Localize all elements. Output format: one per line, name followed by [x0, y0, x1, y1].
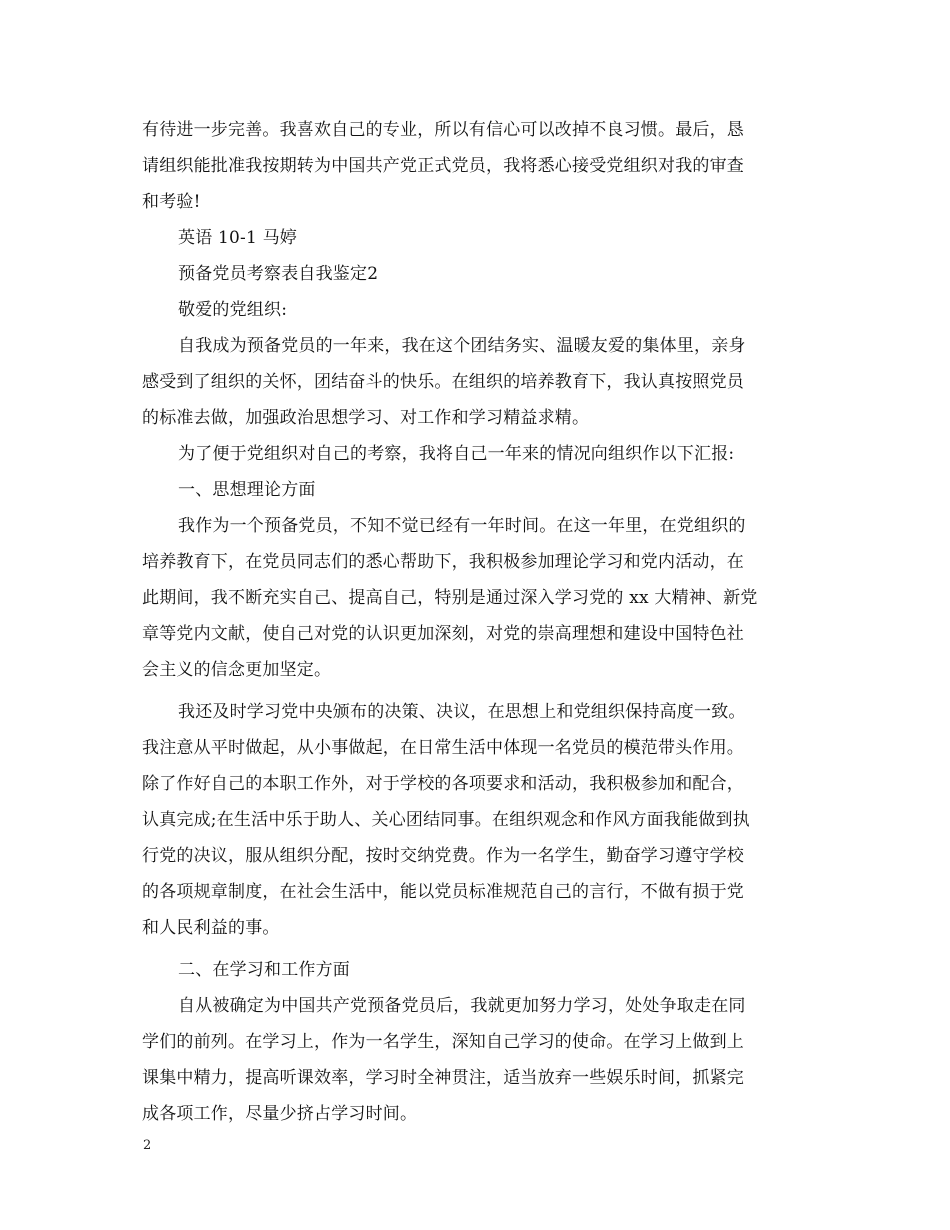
- body-line: 有待进一步完善。我喜欢自己的专业，所以有信心可以改掉不良习惯。最后，恳: [142, 120, 744, 140]
- body-line: 课集中精力，提高听课效率，学习时全神贯注，适当放弃一些娱乐时间，抓紧完: [142, 1068, 744, 1088]
- document-body: [142, 112, 810, 1132]
- body-line: 和考验!: [142, 192, 201, 212]
- body-line: 感受到了组织的关怀，团结奋斗的快乐。在组织的培养教育下，我认真按照党员: [142, 372, 744, 392]
- body-line: 我作为一个预备党员，不知不觉已经有一年时间。在这一年里，在党组织的: [178, 516, 746, 536]
- section-heading: 一、思想理论方面: [178, 480, 316, 500]
- body-line: 认真完成;在生活中乐于助人、关心团结同事。在组织观念和作风方面我能做到执: [142, 810, 750, 830]
- salutation: 敬爱的党组织:: [178, 300, 288, 320]
- body-line: 会主义的信念更加坚定。: [142, 660, 332, 680]
- body-line: 自从被确定为中国共产党预备党员后，我就更加努力学习，处处争取走在同: [178, 996, 746, 1016]
- body-line: 我注意从平时做起，从小事做起，在日常生活中体现一名党员的模范带头作用。: [142, 738, 744, 758]
- body-line: 为了便于党组织对自己的考察，我将自己一年来的情况向组织作以下汇报:: [178, 444, 735, 464]
- section-heading: 二、在学习和工作方面: [178, 960, 350, 980]
- section-title: 预备党员考察表自我鉴定2: [178, 264, 379, 284]
- page-number: 2: [143, 1138, 152, 1153]
- body-line: 学们的前列。在学习上，作为一名学生，深知自己学习的使命。在学习上做到上: [142, 1032, 744, 1052]
- body-line: 自我成为预备党员的一年来，我在这个团结务实、温暖友爱的集体里，亲身: [178, 336, 746, 356]
- body-line: 培养教育下，在党员同志们的悉心帮助下，我积极参加理论学习和党内活动，在: [142, 552, 744, 572]
- body-line: 请组织能批准我按期转为中国共产党正式党员，我将悉心接受党组织对我的审查: [142, 156, 744, 176]
- body-line: 的各项规章制度，在社会生活中，能以党员标准规范自己的言行，不做有损于党: [142, 882, 744, 902]
- signature-line: 英语 10-1 马婷: [178, 228, 297, 248]
- body-line: 我还及时学习党中央颁布的决策、决议，在思想上和党组织保持高度一致。: [178, 702, 746, 722]
- body-line: 此期间，我不断充实自己、提高自己，特别是通过深入学习党的 xx 大精神、新党: [142, 588, 758, 608]
- body-line: 行党的决议，服从组织分配，按时交纳党费。作为一名学生，勤奋学习遵守学校: [142, 846, 744, 866]
- body-line: 和人民利益的事。: [142, 918, 280, 938]
- body-line: 除了作好自己的本职工作外，对于学校的各项要求和活动，我积极参加和配合，: [142, 774, 744, 794]
- body-line: 的标准去做，加强政治思想学习、对工作和学习精益求精。: [142, 408, 590, 428]
- body-line: 成各项工作，尽量少挤占学习时间。: [142, 1104, 418, 1124]
- body-line: 章等党内文献，使自己对党的认识更加深刻，对党的崇高理想和建设中国特色社: [142, 624, 744, 644]
